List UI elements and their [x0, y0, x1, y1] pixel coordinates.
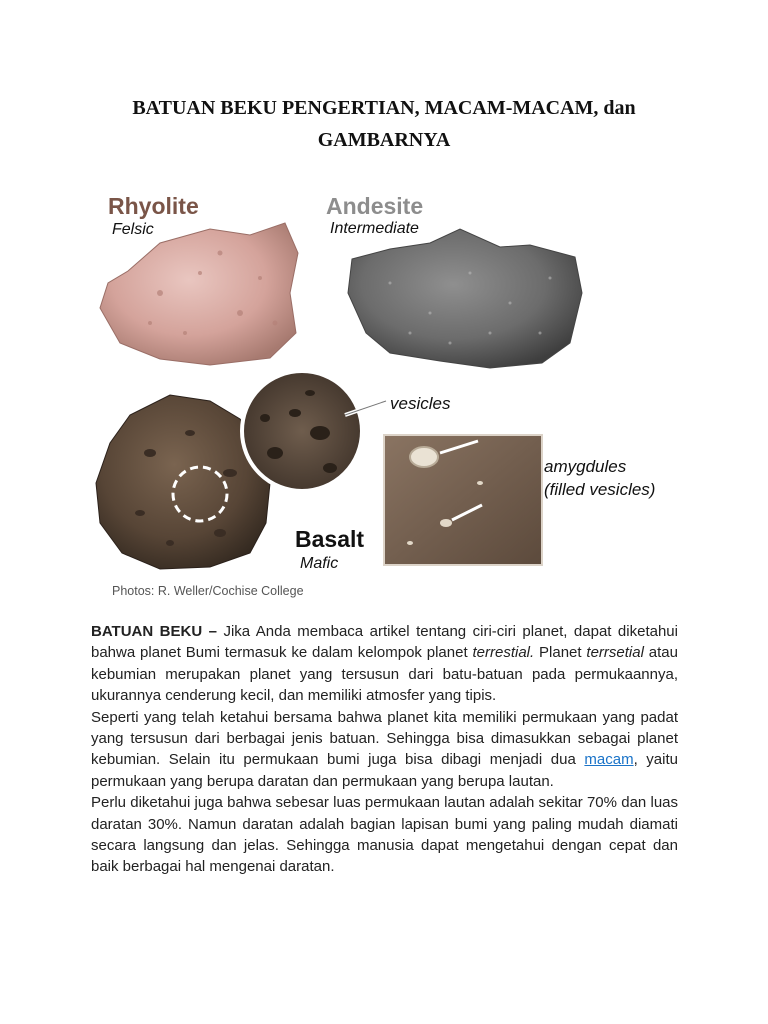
- amygdules-closeup: [384, 435, 542, 565]
- basalt-label: Basalt: [295, 526, 365, 552]
- rhyolite-label: Rhyolite: [108, 193, 199, 219]
- article-body: [91, 621, 678, 878]
- paragraph-1-text-c: atau kebumian merupakan planet yang tersusun dari batu-batuan pada permukaannya, ukurannya cenderung kecil, dan memiliki atmosfer yang tipis.: [91, 644, 678, 705]
- basalt-type-label: Mafic: [300, 555, 339, 572]
- page-title: [60, 92, 708, 156]
- title-line-2: GAMBARNYA: [317, 129, 451, 151]
- paragraph-2-text-a: Seperti yang telah ketahui bersama bahwa planet kita memiliki permukaan yang padat yang tersusun dari berbagai jenis batuan. Sehingga bisa dimasukkan sebagai planet kebumian. Selain itu permukaan bumi juga bisa dibagi menjadi dua: [91, 708, 678, 769]
- andesite-rock: [348, 229, 582, 368]
- paragraph-3: Perlu diketahui juga bahwa sebesar luas permukaan lautan adalah sekitar 70% dan luas daratan 30%. Namun daratan adalah bagian lapisan bumi yang paling mudah diamati secara langsung dan jelas. Sehingga manusia dapat mengetahui dengan cepat dan baik berbagai hal mengenai daratan.: [91, 794, 678, 876]
- photo-credit: Photos: R. Weller/Cochise College: [112, 584, 304, 598]
- vesicles-zoom: [242, 371, 362, 491]
- rhyolite-type-label: Felsic: [112, 221, 154, 238]
- macam-link[interactable]: macam: [584, 751, 634, 769]
- paragraph-1-text-a: Jika Anda membaca artikel tentang ciri-ciri planet, dapat diketahui bahwa planet Bumi termasuk ke dalam kelompok planet: [91, 623, 678, 662]
- igneous-rocks-figure: [90, 183, 680, 603]
- paragraph-1-text-b: Planet: [534, 644, 587, 662]
- title-line-1: BATUAN BEKU PENGERTIAN, MACAM-MACAM, dan: [132, 97, 636, 119]
- term-terrestial: terrestial.: [472, 644, 535, 662]
- andesite-label: Andesite: [326, 193, 424, 219]
- paragraph-2-text-b: , yaitu permukaan yang berupa daratan dan permukaan yang berupa lautan.: [91, 751, 678, 790]
- andesite-type-label: Intermediate: [330, 220, 419, 237]
- vesicles-callout: vesicles: [390, 394, 451, 413]
- rhyolite-rock: [100, 223, 298, 365]
- paragraph-1: [91, 621, 678, 707]
- term-terrsetial: terrsetial: [586, 644, 644, 662]
- amygdules-callout-sub: (filled vesicles): [544, 480, 656, 499]
- lead-term: BATUAN BEKU –: [91, 623, 217, 640]
- rock-photos: [90, 183, 680, 603]
- amygdules-callout: amygdules: [544, 457, 627, 476]
- paragraph-2: [91, 707, 678, 793]
